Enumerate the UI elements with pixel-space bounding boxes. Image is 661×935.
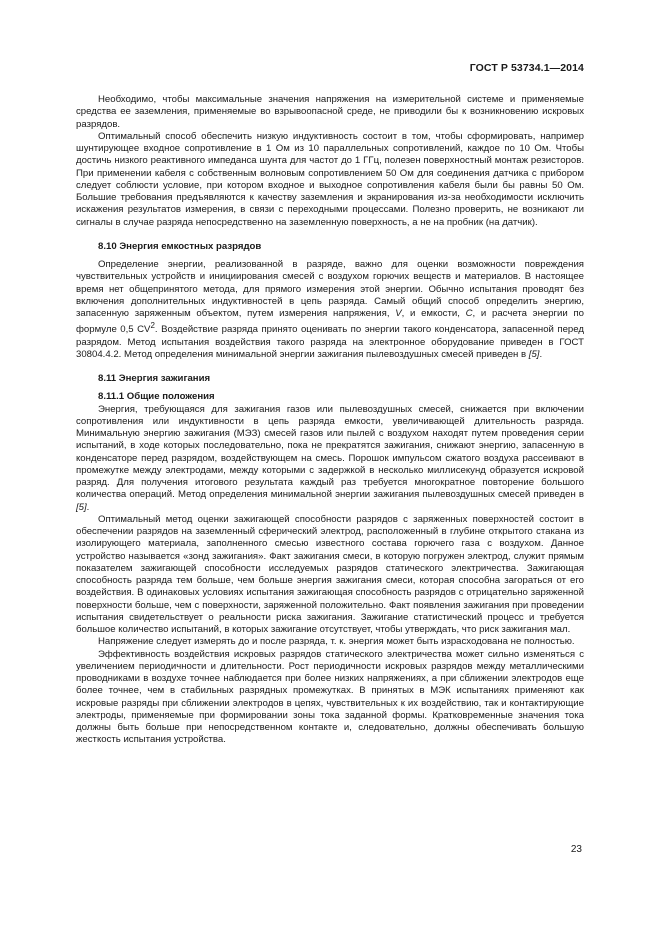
page-number: 23	[570, 844, 582, 855]
text-run: .	[539, 348, 543, 360]
paragraph-capacitive-energy	[76, 259, 584, 361]
text-run: , и расчета энергии по формуле 0,5 CV	[76, 308, 585, 336]
paragraph-measurement-voltage: Необходимо, чтобы максимальные значения напряжения на измерительной системе и применяемые средства ее заземления, применяемые во взрывоопасной среде, не приводили бы к возникновению искровых разрядов.	[76, 94, 584, 130]
paragraph-ignition-energy	[76, 404, 584, 514]
symbol-voltage: V	[395, 308, 402, 319]
symbol-capacitance: C	[465, 308, 473, 319]
paragraph-ignition-probe: Оптимальный метод оценки зажигающей способности разрядов с заряженных поверхностей состоит в обеспечении разрядов на заземленный сферический электрод, расположенный в глубине открытого стакана из изолирующего материала, заполненного смесью известного состава горючего газа с воздухом. Данное устройство называется «зонд зажигания». Факт зажигания смеси, в которую погружен электрод, служит прямым показателем зажигающей способности исследуемых разрядов статического электричества. Зажигающая способность разряда тем больше, чем больше энергия зажигания смеси, которая способна загораться от его воздействия. В одинаковых условиях испытания зажигающая способность разрядов с отрицательно заряженной поверхности больше, чем с поверхности, заряженной положительно. Факт появления зажигания при проведении испытания свидетельствует о реальности риска зажигания. Зажигание статистический процесс и требуется большое количество испытаний, в которых зажигание отсутствует, чтобы утверждать, что риск зажигания мал.	[76, 513, 584, 636]
paragraph-low-inductance: Оптимальный способ обеспечить низкую индуктивность состоит в том, чтобы сформировать, например шунтирующее входное сопротивление в 1 Ом из 10 параллельных сопротивлений, каждое по 10 Ом. Чтобы достичь низкого реактивного импеданса шунта для частот до 1 ГГц, полезен поверхностный монтаж резисторов. При применении кабеля с собственным волновым сопротивлением 50 Ом для соединения датчика с прибором следует соблюсти условие, при котором входное и выходное сопротивления кабеля были бы равны 50 Ом. Большие требования предъявляются к качеству заземления и экранирования из-за необходимости исключить искажения результатов измерения, в связи с переходными процессами. Полезно проверить, не возникают ли сигналы в случае разряда непосредственно на заземленную поверхность, а не на пробник (на датчик).	[76, 130, 584, 228]
section-heading-8-11: 8.11 Энергия зажигания	[98, 373, 211, 385]
section-heading-8-10: 8.10 Энергия емкостных разрядов	[98, 240, 262, 252]
reference-link: [5]	[76, 501, 87, 513]
paragraph-spark-effectiveness: Эффективность воздействия искровых разрядов статического электричества может сильно изменяться с увеличением периодичности и длительности. Рост периодичности искровых разрядов между металлическими проводниками в воздухе точнее наблюдается при более низких напряжениях, а при сближении электродов еще более точнее, чем в стабильных разрядных промежутках. В принятых в МЭК испытаниях применяют как искровые разряды при сближении электродов в цепях, чувствительных к их воздействию, так и контактирующие электроды, применяемые при формировании зоны тока заданной формы. Кратковременные значения тока должны быть больше при непосредственном контакте и, следовательно, должны обеспечивать большую жесткость испытания устройства.	[76, 648, 584, 746]
superscript: 2	[150, 321, 155, 331]
text-run: Энергия, требующаяся для зажигания газов или пылевоздушных смесей, снижается при включении сопротивления или индуктивности в цепь разряда емкости, увеличивающей длительность разряда. Минимальную энергию зажигания (МЭЗ) смесей газов или пылей с воздухом находят путем проведения серии испытаний, в ходе которых последовательно, пока не прекратятся зажигания, снижают энергию, запасенную в конденсаторе перед разрядом, воздействующем на смесь. Порошок импульсом сжатого воздуха рассеивают в промежутке между электродами, между которыми с задержкой в несколько миллисекунд образуется искровой разряд. Для получения итогового результата каждый раз требуется многократное повторение большого количества операций. Метод определения минимальной энергии зажигания пылевоздушных смесей приведен в	[76, 403, 584, 501]
document-body	[76, 94, 584, 747]
reference-link: [5]	[528, 348, 540, 360]
paragraph-voltage-measurement: Напряжение следует измерять до и после разряда, т. к. энергия может быть израсходована не полностью.	[98, 636, 575, 648]
text-run: , и емкости,	[401, 308, 466, 319]
subsection-heading-8-11-1: 8.11.1 Общие положения	[98, 391, 215, 403]
text-run: .	[86, 501, 90, 513]
text-run: . Воздействие разряда принято оценивать по энергии такого конденсатора, запасенной перед разрядом. Метод испытания воздействия такого разряда на электронное оборудование приведен в ГОСТ 30804.4.2. Метод определения минимальной энергии зажигания пылевоздушных смесей приведен в	[76, 324, 584, 360]
standard-header: ГОСТ Р 53734.1—2014	[469, 62, 584, 74]
text-run: Определение энергии, реализованной в разряде, важно для оценки возможности повреждения чувствительных устройств и инициирования смесей с воздухом горючих веществ и материалов. В настоящее время нет общепринятого метода, для прямого измерения этой энергии. Обычно испытания проводят без включения дополнительных индуктивностей в цепь разряда. Самый общий способ определить энергию, запасенную заряженным объектом, путем измерения напряжения,	[76, 259, 584, 319]
